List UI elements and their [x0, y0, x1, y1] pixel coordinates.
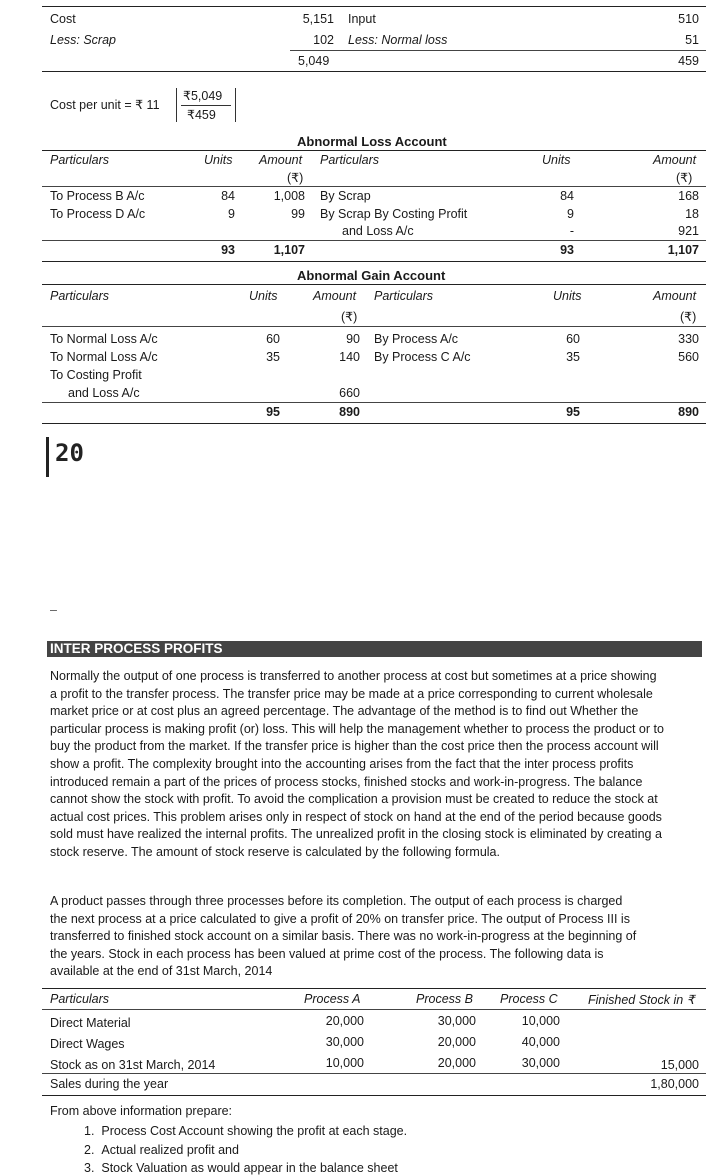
- abnormal-gain-header-top-rule: [42, 284, 706, 285]
- problem-line: transferred to finished stock account on a similar basis. There was no work-in-progress at the beginning of: [50, 929, 637, 944]
- problem-line: the years. Stock in each process has been valued at prime cost of the process. The following data is: [50, 946, 604, 961]
- ag-header-units-cr: Units: [553, 289, 582, 303]
- al-header-units-dr: Units: [204, 153, 233, 167]
- section-paragraph: [50, 668, 702, 862]
- abnormal-loss-title: Abnormal Loss Account: [297, 134, 447, 149]
- al-dr-particulars-1: To Process B A/c: [50, 189, 145, 203]
- pt-row2-a: 30,000: [325, 1035, 364, 1049]
- top-left-value-1: 5,151: [302, 12, 334, 26]
- top-left-value-2: 102: [313, 33, 334, 47]
- instruction-text: Actual realized profit and: [101, 1143, 239, 1157]
- ag-dr-particulars-3: To Costing Profit: [50, 368, 142, 382]
- top-right-value-2: 51: [685, 33, 699, 47]
- problem-paragraph: [50, 893, 702, 981]
- al-header-rupee-dr: (₹): [287, 171, 304, 185]
- cost-per-unit-fraction: [176, 88, 236, 122]
- para-line: cannot show the stock with profit. To avoid the complication a provision must be created to reduce the stock at: [50, 792, 658, 807]
- ag-dr-total-units: 95: [266, 405, 280, 419]
- al-cr-particulars-3: and Loss A/c: [342, 224, 414, 238]
- para-line: market price or at cost plus an agreed percentage. The advantage of the method is to find out Whether the: [50, 704, 639, 719]
- ag-dr-units-1: 60: [266, 332, 280, 346]
- process-table-row-rule: [42, 1073, 706, 1074]
- al-header-particulars-dr: Particulars: [50, 153, 110, 167]
- ag-dr-amount-4: 660: [339, 386, 360, 400]
- pt-header-particulars: Particulars: [50, 992, 110, 1006]
- al-header-amount-dr: Amount: [259, 153, 303, 167]
- para-line: buy the product from the market. If the transfer price is higher than the cost price then the process account will: [50, 739, 659, 754]
- instruction-text: Stock Valuation as would appear in the balance sheet: [101, 1161, 398, 1175]
- ag-dr-particulars-1: To Normal Loss A/c: [50, 332, 158, 346]
- ag-header-rupee-cr: (₹): [680, 310, 697, 324]
- para-line: Normally the output of one process is transferred to another process at cost but sometimes at a price showing: [50, 669, 657, 683]
- fraction-bar: [181, 105, 231, 106]
- abnormal-gain-bottom-rule: [42, 423, 706, 424]
- top-left-value-3: 5,049: [298, 54, 330, 68]
- problem-line: available at the end of 31st March, 2014: [50, 964, 273, 979]
- al-dr-particulars-2: To Process D A/c: [50, 207, 146, 221]
- ag-cr-particulars-2: By Process C A/c: [374, 350, 471, 364]
- al-cr-amount-2: 18: [685, 207, 699, 221]
- pt-row1-c: 10,000: [521, 1014, 560, 1028]
- instruction-number: 2.: [84, 1143, 102, 1157]
- ag-dr-total-amount: 890: [339, 405, 360, 419]
- ag-cr-amount-2: 560: [678, 350, 699, 364]
- al-dr-units-1: 84: [221, 189, 235, 203]
- pt-header-process-c: Process C: [500, 992, 558, 1006]
- process-table-bottom-rule: [42, 1095, 706, 1096]
- top-right-value-1: 510: [678, 12, 699, 26]
- stray-dash: –: [50, 603, 57, 617]
- ag-header-particulars-cr: Particulars: [374, 289, 434, 303]
- instruction-item-1: [84, 1124, 407, 1138]
- instruction-item-2: [84, 1143, 239, 1157]
- pt-header-process-b: Process B: [416, 992, 473, 1006]
- ag-header-amount-dr: Amount: [313, 289, 357, 303]
- top-left-label-2: Less: Scrap: [50, 33, 117, 47]
- page-number: 20: [46, 437, 84, 477]
- al-cr-amount-3: 921: [678, 224, 699, 238]
- problem-line: A product passes through three processes before its completion. The output of each process is charged: [50, 894, 623, 908]
- abnormal-loss-bottom-rule: [42, 261, 706, 262]
- pt-row2-particulars: Direct Wages: [50, 1037, 125, 1051]
- ag-header-rupee-dr: (₹): [341, 310, 358, 324]
- al-dr-units-2: 9: [228, 207, 235, 221]
- cost-per-unit-label: Cost per unit = ₹ 11: [50, 98, 160, 112]
- ag-header-amount-cr: Amount: [653, 289, 697, 303]
- fraction-denominator: ₹459: [187, 108, 216, 122]
- ag-dr-amount-1: 90: [346, 332, 360, 346]
- al-cr-total-units: 93: [560, 243, 574, 257]
- al-dr-amount-2: 99: [291, 207, 305, 221]
- pt-row4-f: 1,80,000: [650, 1077, 699, 1091]
- top-right-label-1: Input: [348, 12, 376, 26]
- ag-dr-particulars-4: and Loss A/c: [68, 386, 140, 400]
- ag-dr-particulars-2: To Normal Loss A/c: [50, 350, 158, 364]
- ag-cr-total-amount: 890: [678, 405, 699, 419]
- al-cr-particulars-1: By Scrap: [320, 189, 371, 203]
- ag-header-particulars-dr: Particulars: [50, 289, 110, 303]
- top-table-subtotal-rule: [290, 50, 706, 51]
- pt-row2-b: 20,000: [437, 1035, 476, 1049]
- al-cr-units-1: 84: [560, 189, 574, 203]
- ag-header-units-dr: Units: [249, 289, 278, 303]
- al-cr-total-amount: 1,107: [667, 243, 699, 257]
- top-right-value-3: 459: [678, 54, 699, 68]
- instruction-item-3: [84, 1161, 398, 1175]
- top-left-label-1: Cost: [50, 12, 76, 26]
- abnormal-gain-total-top-rule: [42, 402, 706, 403]
- instructions-intro: From above information prepare:: [50, 1104, 233, 1118]
- ag-cr-units-1: 60: [566, 332, 580, 346]
- al-header-rupee-cr: (₹): [676, 171, 693, 185]
- pt-row1-a: 20,000: [325, 1014, 364, 1028]
- pt-header-process-a: Process A: [304, 992, 361, 1006]
- fraction-numerator: ₹5,049: [183, 89, 223, 103]
- abnormal-loss-header-top-rule: [42, 150, 706, 151]
- al-cr-units-2: 9: [567, 207, 574, 221]
- pt-row3-particulars: Stock as on 31st March, 2014: [50, 1058, 216, 1072]
- section-title-banner: INTER PROCESS PROFITS: [47, 641, 702, 657]
- abnormal-gain-title: Abnormal Gain Account: [297, 268, 446, 283]
- pt-row3-c: 30,000: [521, 1056, 560, 1070]
- pt-row3-b: 20,000: [437, 1056, 476, 1070]
- para-line: introduced remain a part of the prices of process stocks, finished stocks and work-in-progress. The balance: [50, 774, 643, 789]
- pt-row3-a: 10,000: [325, 1056, 364, 1070]
- instruction-number: 1.: [84, 1124, 102, 1138]
- ag-dr-units-2: 35: [266, 350, 280, 364]
- para-line: a profit to the transfer process. The transfer price may be made at a price corresponding to current wholesale: [50, 686, 653, 701]
- al-dr-total-amount: 1,107: [273, 243, 305, 257]
- ag-cr-particulars-1: By Process A/c: [374, 332, 459, 346]
- abnormal-loss-header-bottom-rule: [42, 186, 706, 187]
- al-cr-particulars-2: By Scrap By Costing Profit: [320, 207, 468, 221]
- para-line: stock reserve. The amount of stock reserve is calculated by the following formula.: [50, 844, 500, 859]
- al-dr-total-units: 93: [221, 243, 235, 257]
- ag-cr-units-2: 35: [566, 350, 580, 364]
- al-header-amount-cr: Amount: [653, 153, 697, 167]
- process-table-header-rule: [42, 1009, 706, 1010]
- top-right-label-2: Less: Normal loss: [348, 33, 448, 47]
- problem-line: the next process at a price calculated to give a profit of 20% on transfer price. The output of Process III is: [50, 911, 630, 926]
- abnormal-loss-total-top-rule: [42, 240, 706, 241]
- abnormal-gain-header-bottom-rule: [42, 326, 706, 327]
- al-cr-amount-1: 168: [678, 189, 699, 203]
- para-line: particular process is making profit (or) loss. This will help the management whether to process the product or to: [50, 721, 664, 736]
- al-dr-amount-1: 1,008: [273, 189, 305, 203]
- pt-header-finished-stock: Finished Stock in ₹: [588, 993, 695, 1007]
- instruction-number: 3.: [84, 1161, 102, 1175]
- instruction-text: Process Cost Account showing the profit at each stage.: [101, 1124, 408, 1138]
- top-table-bottom-rule: [42, 71, 706, 72]
- top-table-top-rule: [42, 6, 706, 7]
- para-line: actual cost prices. This problem arises only in respect of stock on hand at the end of the period because goods: [50, 809, 662, 824]
- pt-row3-f: 15,000: [660, 1058, 699, 1072]
- pt-row2-c: 40,000: [521, 1035, 560, 1049]
- al-header-units-cr: Units: [542, 153, 571, 167]
- para-line: show a profit. The complexity brought into the accounting arises from the fact that the inter process profits: [50, 756, 634, 771]
- ag-cr-amount-1: 330: [678, 332, 699, 346]
- al-cr-units-3: -: [569, 224, 574, 238]
- al-header-particulars-cr: Particulars: [320, 153, 380, 167]
- pt-row1-b: 30,000: [437, 1014, 476, 1028]
- para-line: sold must have realized the internal profits. The unrealized profit in the closing stock is eliminated by creating a: [50, 827, 662, 842]
- process-table-top-rule: [42, 988, 706, 989]
- ag-cr-total-units: 95: [566, 405, 580, 419]
- pt-row1-particulars: Direct Material: [50, 1016, 131, 1030]
- ag-dr-amount-2: 140: [339, 350, 360, 364]
- pt-row4-particulars: Sales during the year: [50, 1077, 169, 1091]
